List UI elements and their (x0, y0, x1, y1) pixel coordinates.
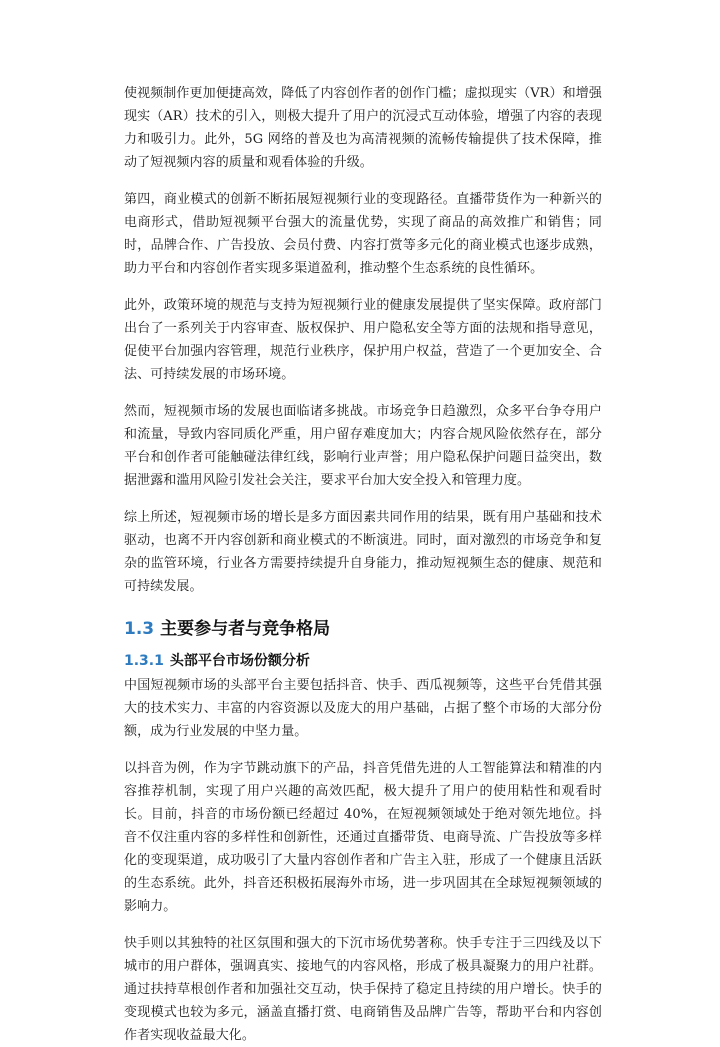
section-heading (124, 616, 602, 642)
paragraph-top-platforms: 中国短视频市场的头部平台主要包括抖音、快手、西瓜视频等，这些平台凭借其强大的技术实力、丰富的内容资源以及庞大的用户基础，占据了整个市场的大部分份额，成为行业发展的中坚力量。 (124, 678, 602, 739)
section-title: 主要参与者与竞争格局 (160, 619, 331, 639)
subsection-title: 头部平台市场份额分析 (169, 653, 310, 669)
subsection-number: 1.3.1 (124, 653, 164, 669)
paragraph-summary: 综上所述，短视频市场的增长是多方面因素共同作用的结果，既有用户基础和技术驱动，也离不开内容创新和商业模式的不断演进。同时，面对激烈的市场竞争和复杂的监管环境，行业各方需要持续提升自身能力，推动短视频生态的健康、规范和可持续发展。 (124, 510, 602, 594)
paragraph-business-model: 第四，商业模式的创新不断拓展短视频行业的变现路径。直播带货作为一种新兴的电商形式，借助短视频平台强大的流量优势，实现了商品的高效推广和销售；同时，品牌合作、广告投放、会员付费、内容打赏等多元化的商业模式也逐步成熟，助力平台和内容创作者实现多渠道盈利，推动整个生态系统的良性循环。 (124, 192, 602, 276)
paragraph-challenges: 然而，短视频市场的发展也面临诸多挑战。市场竞争日趋激烈，众多平台争夺用户和流量，导致内容同质化严重，用户留存难度加大；内容合规风险依然存在，部分平台和创作者可能触碰法律红线，影响行业声誉；用户隐私保护问题日益突出，数据泄露和滥用风险引发社会关注，要求平台加大安全投入和管理力度。 (124, 404, 602, 488)
paragraph-tech-drivers: 使视频制作更加便捷高效，降低了内容创作者的创作门槛；虚拟现实（VR）和增强现实（AR）技术的引入，则极大提升了用户的沉浸式互动体验，增强了内容的表现力和吸引力。此外，5G 网络的普及也为高清视频的流畅传输提供了技术保障，推动了短视频内容的质量和观看体验的升级。 (124, 86, 602, 170)
section-number: 1.3 (124, 619, 155, 639)
subsection-heading (124, 650, 602, 672)
paragraph-kuaishou: 快手则以其独特的社区氛围和强大的下沉市场优势著称。快手专注于三四线及以下城市的用户群体，强调真实、接地气的内容风格，形成了极具凝聚力的用户社群。通过扶持草根创作者和加强社交互动，快手保持了稳定且持续的用户增长。快手的变现模式也较为多元，涵盖直播打赏、电商销售及品牌广告等，帮助平台和内容创作者实现收益最大化。 (124, 936, 602, 1043)
paragraph-policy: 此外，政策环境的规范与支持为短视频行业的健康发展提供了坚实保障。政府部门出台了一系列关于内容审查、版权保护、用户隐私安全等方面的法规和指导意见，促使平台加强内容管理，规范行业秩序，保护用户权益，营造了一个更加安全、合法、可持续发展的市场环境。 (124, 298, 602, 382)
paragraph-douyin: 以抖音为例，作为字节跳动旗下的产品，抖音凭借先进的人工智能算法和精准的内容推荐机制，实现了用户兴趣的高效匹配，极大提升了用户的使用粘性和观看时长。目前，抖音的市场份额已经超过 40%，在短视频领域处于绝对领先地位。抖音不仅注重内容的多样性和创新性，还通过直播带货、电商导流、广告投放等多样化的变现渠道，成功吸引了大量内容创作者和广告主入驻，形成了一个健康且活跃的生态系统。此外，抖音还积极拓展海外市场，进一步巩固其在全球短视频领域的影响力。 (124, 761, 602, 914)
